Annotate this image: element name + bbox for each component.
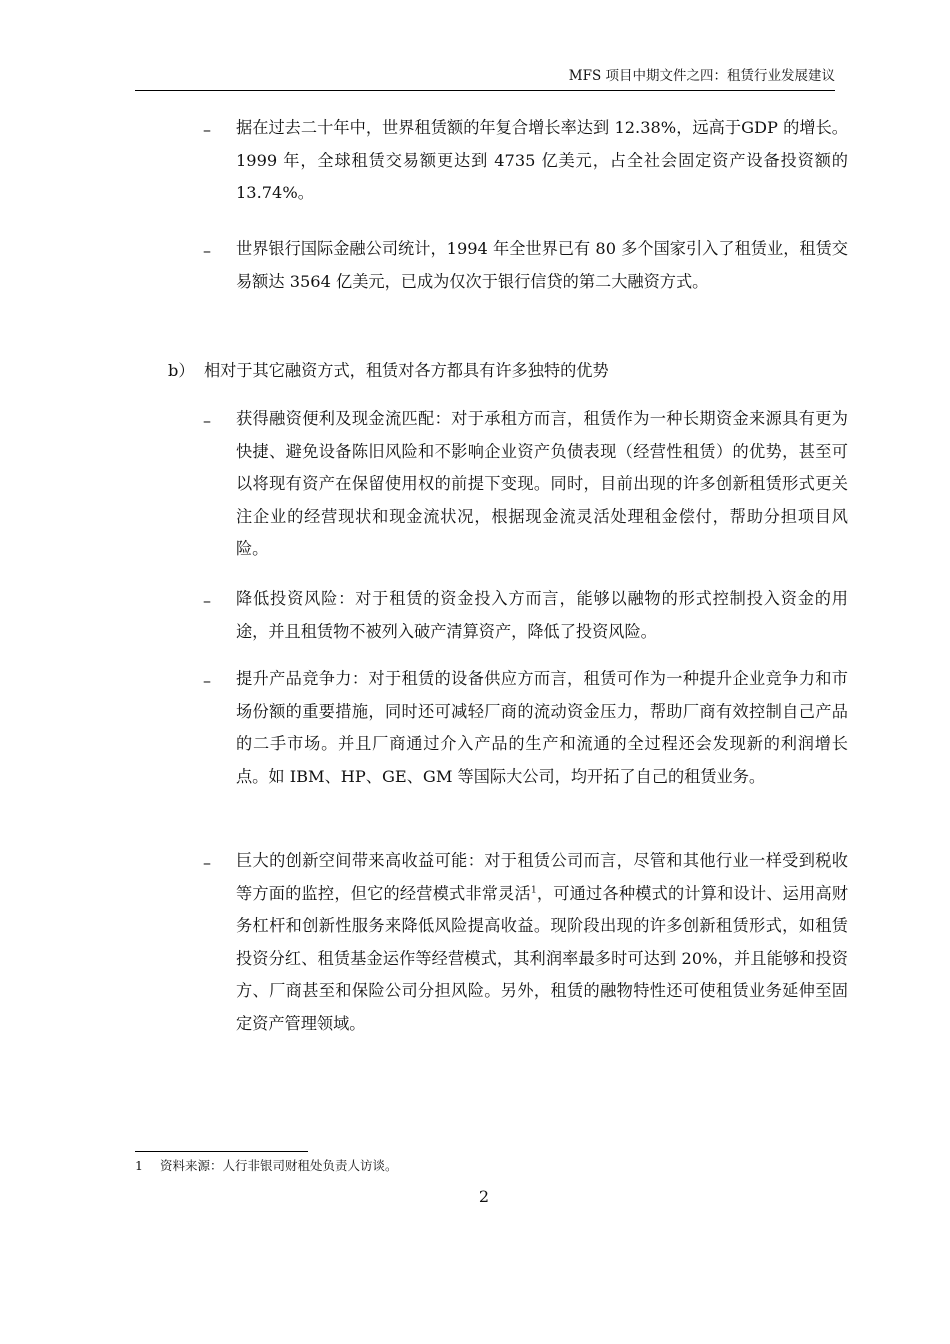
innovation-text-after: ，可通过各种模式的计算和设计、运用高财务杠杆和创新性服务来降低风险提高收益。现阶段出现的许多创新租赁形式，如租赁投资分红、租赁基金运作等经营模式，其利润率最多时可达到 20%，并且能够和投资方、厂商甚至和保险公司分担风险。另外，租赁的融物特性还可使租赁业务延伸至固定资产管理领域。 xyxy=(236,883,849,1033)
footnote-text: 资料来源：人行非银司财租处负责人访谈。 xyxy=(160,1158,398,1173)
list-item-innovation-space xyxy=(236,845,848,1040)
footnote xyxy=(135,1157,398,1175)
running-header: MFS 项目中期文件之四：租赁行业发展建议 xyxy=(568,68,835,84)
innovation-text-before: 巨大的创新空间带来高收益可能：对于租赁公司而言，尽管和其他行业一样受到税收等方面的监控，但它的经营模式非常灵活 xyxy=(236,851,848,903)
section-b-heading xyxy=(168,356,609,386)
list-dash: – xyxy=(203,591,211,610)
list-dash: – xyxy=(203,411,211,430)
list-item-global-leasing-growth: 据在过去二十年中，世界租赁额的年复合增长率达到 12.38%，远高于GDP 的增长。1999 年，全球租赁交易额更达到 4735 亿美元，占全社会固定资产设备投资额的 13.74%。 xyxy=(236,118,848,202)
list-item-reduce-investment-risk: 降低投资风险：对于租赁的资金投入方而言，能够以融物的形式控制投入资金的用途，并且租赁物不被列入破产清算资产，降低了投资风险。 xyxy=(236,589,848,641)
footnote-number: 1 xyxy=(135,1158,143,1173)
list-dash: – xyxy=(203,671,211,690)
footnote-rule xyxy=(135,1151,308,1152)
list-item-ifc-statistics: 世界银行国际金融公司统计，1994 年全世界已有 80 多个国家引入了租赁业，租赁交易额达 3564 亿美元，已成为仅次于银行信贷的第二大融资方式。 xyxy=(236,239,848,291)
list-dash: – xyxy=(203,120,211,139)
header-rule xyxy=(135,90,835,91)
list-dash: – xyxy=(203,241,211,260)
footnote-reference[interactable]: 1 xyxy=(530,885,537,896)
list-item-financing-convenience: 获得融资便利及现金流匹配：对于承租方而言，租赁作为一种长期资金来源具有更为快捷、避免设备陈旧风险和不影响企业资产负债表现（经营性租赁）的优势，甚至可以将现有资产在保留使用权的前提下变现。同时，目前出现的许多创新租赁形式更关注企业的经营现状和现金流状况，根据现金流灵活处理租金偿付，帮助分担项目风险。 xyxy=(236,409,848,558)
list-item-product-competitiveness: 提升产品竞争力：对于租赁的设备供应方而言，租赁可作为一种提升企业竞争力和市场份额的重要措施，同时还可减轻厂商的流动资金压力，帮助厂商有效控制自己产品的二手市场。并且厂商通过介入产品的生产和流通的全过程还会发现新的利润增长点。如 IBM、HP、GE、GM 等国际大公司，均开拓了自己的租赁业务。 xyxy=(236,669,848,786)
section-b-heading-text: 相对于其它融资方式，租赁对各方都具有许多独特的优势 xyxy=(204,361,609,380)
list-dash: – xyxy=(203,853,211,872)
page-number: 2 xyxy=(478,1187,490,1206)
section-b-label: b） xyxy=(168,361,195,380)
